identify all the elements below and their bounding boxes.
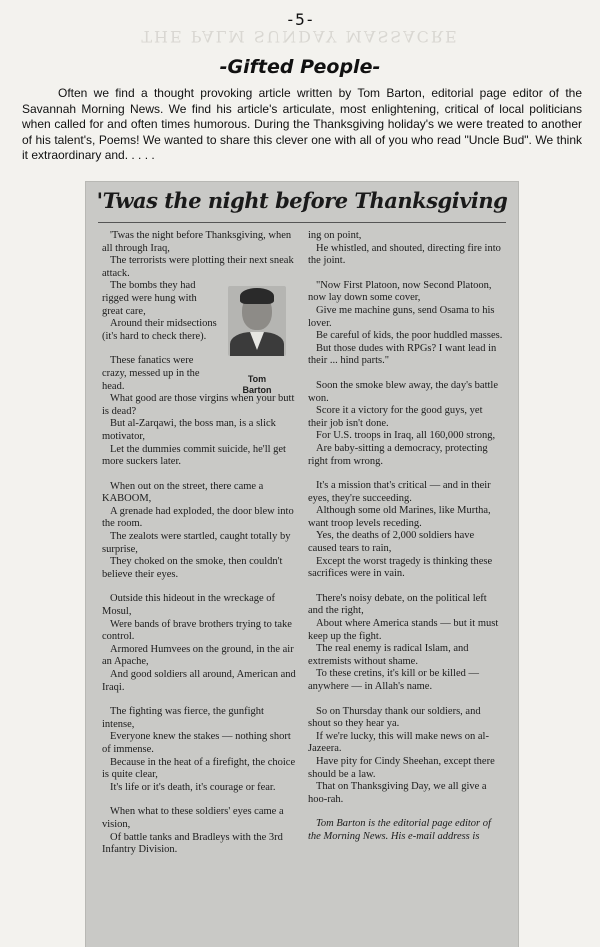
article-title: 'Twas the night before Thanksgiving [96, 188, 508, 213]
poem-right-column [308, 230, 504, 844]
poem-line: These fanatics were crazy, messed up in the head. [102, 355, 200, 392]
poem-line: When what to these soldiers' eyes came a vision, [102, 806, 284, 830]
photo-caption-first: Tom [247, 374, 267, 384]
page-heading: -Gifted People- [219, 56, 381, 78]
poem-line: Yes, the deaths of 2,000 soldiers have caused tears to rain, [308, 530, 475, 555]
poem-line: The bombs they had rigged were hung with great care, [102, 280, 197, 317]
stanza-gap [102, 794, 298, 806]
stanza-gap [308, 368, 504, 380]
poem-line: The terrorists were plotting their next sneak attack. [102, 255, 294, 279]
poem-line: But those dudes with RPGs? I want lead in their ... hind parts." [308, 342, 497, 367]
stanza-gap [308, 581, 504, 593]
poem-line: That on Thanksgiving Day, we all give a hoo-rah. [308, 781, 487, 805]
poem-line: Everyone knew the stakes — nothing short of immense. [102, 731, 291, 755]
poem-line: Let the dummies commit suicide, he'll get more suckers later. [102, 443, 286, 468]
poem-line: The zealots were startled, caught totally by surprise, [102, 531, 291, 555]
poem-line: There's noisy debate, on the political left and the right, [308, 592, 487, 617]
stanza-gap [308, 806, 504, 818]
page-number: -5- [285, 10, 315, 29]
poem-line: What good are those virgins when your butt is dead? [102, 393, 295, 417]
poem-line: He whistled, and shouted, directing fire into the joint. [308, 242, 501, 267]
stanza-gap [102, 343, 298, 355]
poem-line: If we're lucky, this will make news on al-Jazeera. [308, 730, 489, 755]
poem-line: The fighting was fierce, the gunfight intense, [102, 706, 264, 730]
poem-line: "Now First Platoon, now Second Platoon, now lay down some cover, [308, 279, 492, 304]
poem-line: Soon the smoke blew away, the day's battle won. [308, 379, 499, 404]
stanza-gap [308, 468, 504, 480]
poem-line: Except the worst tragedy is thinking these sacrifices were in vain. [308, 555, 493, 580]
poem-line: Are baby-sitting a democracy, protecting right from wrong. [308, 442, 488, 467]
stanza-gap [308, 694, 504, 706]
poem-line: Around their midsections (it's hard to check there). [102, 318, 217, 342]
stanza-gap [102, 469, 298, 481]
poem-line: Of battle tanks and Bradleys with the 3rd Infantry Division. [102, 831, 283, 856]
poem-line: About where America stands — but it must keep up the fight. [308, 618, 499, 642]
newspaper-clipping [86, 182, 518, 947]
poem-line: The real enemy is radical Islam, and extremists without shame. [308, 643, 469, 667]
stanza-gap [102, 694, 298, 706]
title-divider [98, 222, 506, 223]
poem-line: Give me machine guns, send Osama to his lover. [308, 304, 495, 329]
author-bio: Tom Barton is the editorial page editor of the Morning News. His e-mail address is [308, 818, 491, 842]
poem-line: When out on the street, there came a KABOOM, [102, 480, 264, 505]
poem-line: So on Thursday thank our soldiers, and shout so they hear ya. [308, 705, 481, 730]
photo-caption-last: Barton [242, 385, 272, 395]
stanza-gap [102, 581, 298, 593]
poem-line: They choked on the smoke, then couldn't believe their eyes. [102, 556, 283, 580]
poem-line: For U.S. troops in Iraq, all 160,000 strong, [316, 430, 496, 442]
poem-line: Were bands of brave brothers trying to take control. [102, 618, 292, 643]
poem-line: Be careful of kids, the poor huddled masses. [316, 330, 503, 342]
poem-line: But al-Zarqawi, the boss man, is a slick motivator, [102, 418, 276, 442]
bleed-through-title: THE PALM SUNDAY MASSACRE [141, 27, 459, 46]
poem-line: 'Twas the night before Thanksgiving, when all through Iraq, [102, 230, 292, 254]
poem-line: ing on point, [308, 230, 362, 241]
poem-line: Although some old Marines, like Murtha, want troop levels receding. [308, 505, 491, 529]
poem-line: To these cretins, it's kill or be killed — anywhere — in Allah's name. [308, 668, 480, 692]
intro-paragraph: Often we find a thought provoking article written by Tom Barton, editorial page editor of the Savannah Morning News. We find his article's articulate, most enlightening, critical of local politicians when called for and often times humorous. During the Thanksgiving holiday's we were treated to another of his talent's, Poems! We wanted to share this clever one with all of you who read "Uncle Bud". We think it extraordinary and. . . . . [22, 86, 582, 163]
poem-line: It's a mission that's critical — and in their eyes, they're succeeding. [308, 480, 491, 504]
poem-line: Score it a victory for the good guys, yet their job isn't done. [308, 405, 483, 429]
poem-line: A grenade had exploded, the door blew into the room. [102, 505, 294, 530]
stanza-gap [308, 268, 504, 280]
poem-line: Outside this hideout in the wreckage of Mosul, [102, 593, 276, 618]
poem-line: It's life or it's death, it's courage or fear. [110, 781, 276, 793]
poem-line: Have pity for Cindy Sheehan, except there should be a law. [308, 755, 495, 780]
poem-line: Armored Humvees on the ground, in the air an Apache, [102, 643, 294, 668]
poem-line: Because in the heat of a firefight, the choice is quite clear, [102, 756, 296, 781]
poem-left-column [102, 230, 298, 857]
poem-line: And good soldiers all around, American and Iraqi. [102, 669, 296, 693]
